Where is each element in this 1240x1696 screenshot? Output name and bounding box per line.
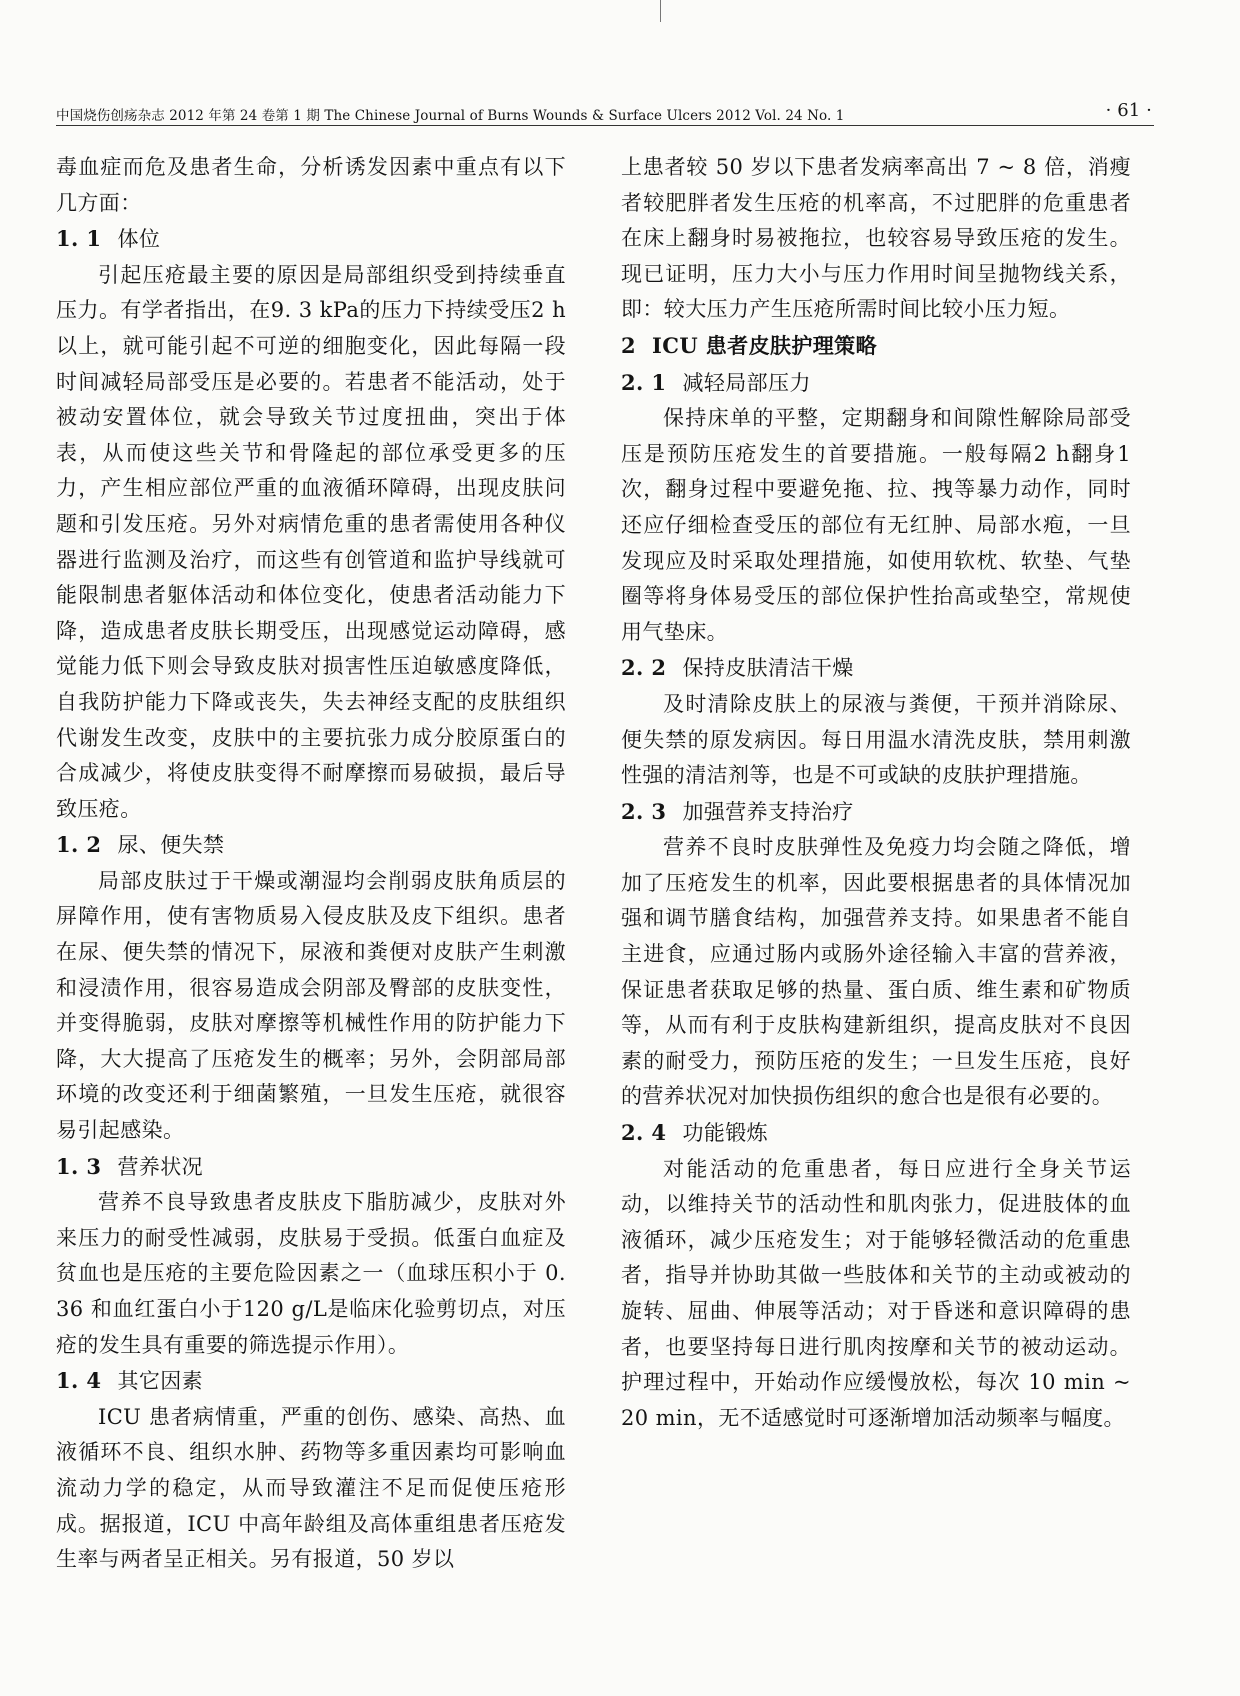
section-heading-2 <box>621 328 1131 365</box>
section-number: 1. 4 <box>56 1368 102 1394</box>
section-number: 1. 2 <box>56 832 102 858</box>
section-heading-2-4 <box>621 1115 1131 1152</box>
section-heading-1-3 <box>56 1149 566 1186</box>
journal-citation: 中国烧伤创疡杂志 2012 年第 24 卷第 1 期 The Chinese Journal of Burns Wounds & Surface Ulcers 2012 Vol. 24 No. 1 <box>56 108 845 124</box>
section-title: 尿、便失禁 <box>117 833 225 858</box>
paragraph-position: 引起压疮最主要的原因是局部组织受到持续垂直压力。有学者指出，在9. 3 kPa的压力下持续受压2 h以上，就可能引起不可逆的细胞变化，因此每隔一段时间减轻局部受压是必要的。若患者不能活动，处于被动安置体位，就会导致关节过度扭曲，突出于体表，从而使这些关节和骨隆起的部位承受更多的压力，产生相应部位严重的血液循环障碍，出现皮肤问题和引发压疮。另外对病情危重的患者需使用各种仪器进行监测及治疗，而这些有创管道和监护导线就可能限制患者躯体活动和体位变化，使患者活动能力下降，造成患者皮肤长期受压，出现感觉运动障碍，感觉能力低下则会导致皮肤对损害性压迫敏感度降低，自我防护能力下降或丧失，失去神经支配的皮肤组织代谢发生改变，皮肤中的主要抗张力成分胶原蛋白的合成减少，将使皮肤变得不耐摩擦而易破损，最后导致压疮。 <box>56 262 566 821</box>
right-column <box>621 150 1131 1436</box>
paragraph-nutrition-support: 营养不良时皮肤弹性及免疫力均会随之降低，增加了压疮发生的机率，因此要根据患者的具体情况加强和调节膳食结构，加强营养支持。如果患者不能自主进食，应通过肠内或肠外途径输入丰富的营养液，保证患者获取足够的热量、蛋白质、维生素和矿物质等，从而有利于皮肤构建新组织，提高皮肤对不良因素的耐受力，预防压疮的发生；一旦发生压疮，良好的营养状况对加快损伤组织的愈合也是很有必要的。 <box>621 835 1131 1109</box>
section-heading-1-1 <box>56 221 566 258</box>
paragraph-incontinence: 局部皮肤过于干燥或潮湿均会削弱皮肤角质层的屏障作用，使有害物质易入侵皮肤及皮下组织。患者在尿、便失禁的情况下，尿液和粪便对皮肤产生刺激和浸渍作用，很容易造成会阴部及臀部的皮肤变性，并变得脆弱，皮肤对摩擦等机械性作用的防护能力下降，大大提高了压疮发生的概率；另外，会阴部局部环境的改变还利于细菌繁殖，一旦发生压疮，就很容易引起感染。 <box>56 868 566 1143</box>
section-heading-2-3 <box>621 794 1131 831</box>
section-number: 2 <box>621 332 637 358</box>
section-title: 功能锻炼 <box>682 1121 769 1146</box>
scan-artifact <box>660 0 661 22</box>
running-header <box>56 100 1154 126</box>
section-heading-1-4 <box>56 1363 566 1400</box>
section-title: ICU 患者皮肤护理策略 <box>652 332 877 358</box>
section-heading-2-1 <box>621 365 1131 402</box>
paragraph-other-factors-continued: 上患者较 50 岁以下患者发病率高出 7 ~ 8 倍，消瘦者较肥胖者发生压疮的机率高，不过肥胖的危重患者在床上翻身时易被拖拉，也较容易导致压疮的发生。现已证明，压力大小与压力作用时间呈抛物线关系，即：较大压力产生压疮所需时间比较小压力短。 <box>621 155 1131 322</box>
section-number: 1. 1 <box>56 226 102 252</box>
section-heading-1-2 <box>56 827 566 864</box>
paragraph-skin-clean: 及时清除皮肤上的尿液与粪便，干预并消除尿、便失禁的原发病因。每日用温水清洗皮肤，禁用刺激性强的清洁剂等，也是不可或缺的皮肤护理措施。 <box>621 691 1131 788</box>
section-heading-2-2 <box>621 650 1131 687</box>
section-title: 其它因素 <box>117 1369 204 1394</box>
section-title: 减轻局部压力 <box>682 370 811 395</box>
left-column <box>56 150 566 1578</box>
section-title: 保持皮肤清洁干燥 <box>682 656 854 681</box>
section-title: 体位 <box>117 227 161 252</box>
section-title: 营养状况 <box>117 1154 204 1179</box>
paragraph-other-factors: ICU 患者病情重，严重的创伤、感染、高热、血液循环不良、组织水肿、药物等多重因素均可影响血流动力学的稳定，从而导致灌注不足而促使压疮形成。据报道，ICU 中高年龄组及高体重组患者压疮发生率与两者呈正相关。另有报道，50 岁以 <box>56 1404 566 1572</box>
header-rule <box>56 125 1154 126</box>
section-number: 1. 3 <box>56 1153 102 1179</box>
section-title: 加强营养支持治疗 <box>682 799 854 824</box>
section-number: 2. 3 <box>621 798 667 824</box>
page-number: · 61 · <box>1105 100 1152 121</box>
paragraph-exercise: 对能活动的危重患者，每日应进行全身关节运动，以维持关节的活动性和肌肉张力，促进肢体的血液循环，减少压疮发生；对于能够轻微活动的危重患者，指导并协助其做一些肢体和关节的主动或被动的旋转、屈曲、伸展等活动；对于昏迷和意识障碍的患者，也要坚持每日进行肌肉按摩和关节的被动运动。护理过程中，开始动作应缓慢放松，每次 10 min ~ 20 min，无不适感觉时可逐渐增加活动频率与幅度。 <box>621 1156 1131 1430</box>
paragraph-reduce-pressure: 保持床单的平整，定期翻身和间隙性解除局部受压是预防压疮发生的首要措施。一般每隔2 h翻身1 次，翻身过程中要避免拖、拉、拽等暴力动作，同时还应仔细检查受压的部位有无红肿、局部水疱，一旦发现应及时采取处理措施，如使用软枕、软垫、气垫圈等将身体易受压的部位保护性抬高或垫空，常规使用气垫床。 <box>621 406 1131 644</box>
paragraph-intro-continued: 毒血症而危及患者生命，分析诱发因素中重点有以下几方面： <box>56 155 566 215</box>
section-number: 2. 4 <box>621 1120 667 1146</box>
paragraph-nutrition-status: 营养不良导致患者皮肤皮下脂肪减少，皮肤对外来压力的耐受性减弱，皮肤易于受损。低蛋白血症及贫血也是压疮的主要危险因素之一（血球压积小于 0. 36 和血红蛋白小于120 g/L是临床化验剪切点，对压疮的发生具有重要的筛选提示作用）。 <box>56 1190 566 1357</box>
section-number: 2. 1 <box>621 369 667 395</box>
section-number: 2. 2 <box>621 655 667 681</box>
